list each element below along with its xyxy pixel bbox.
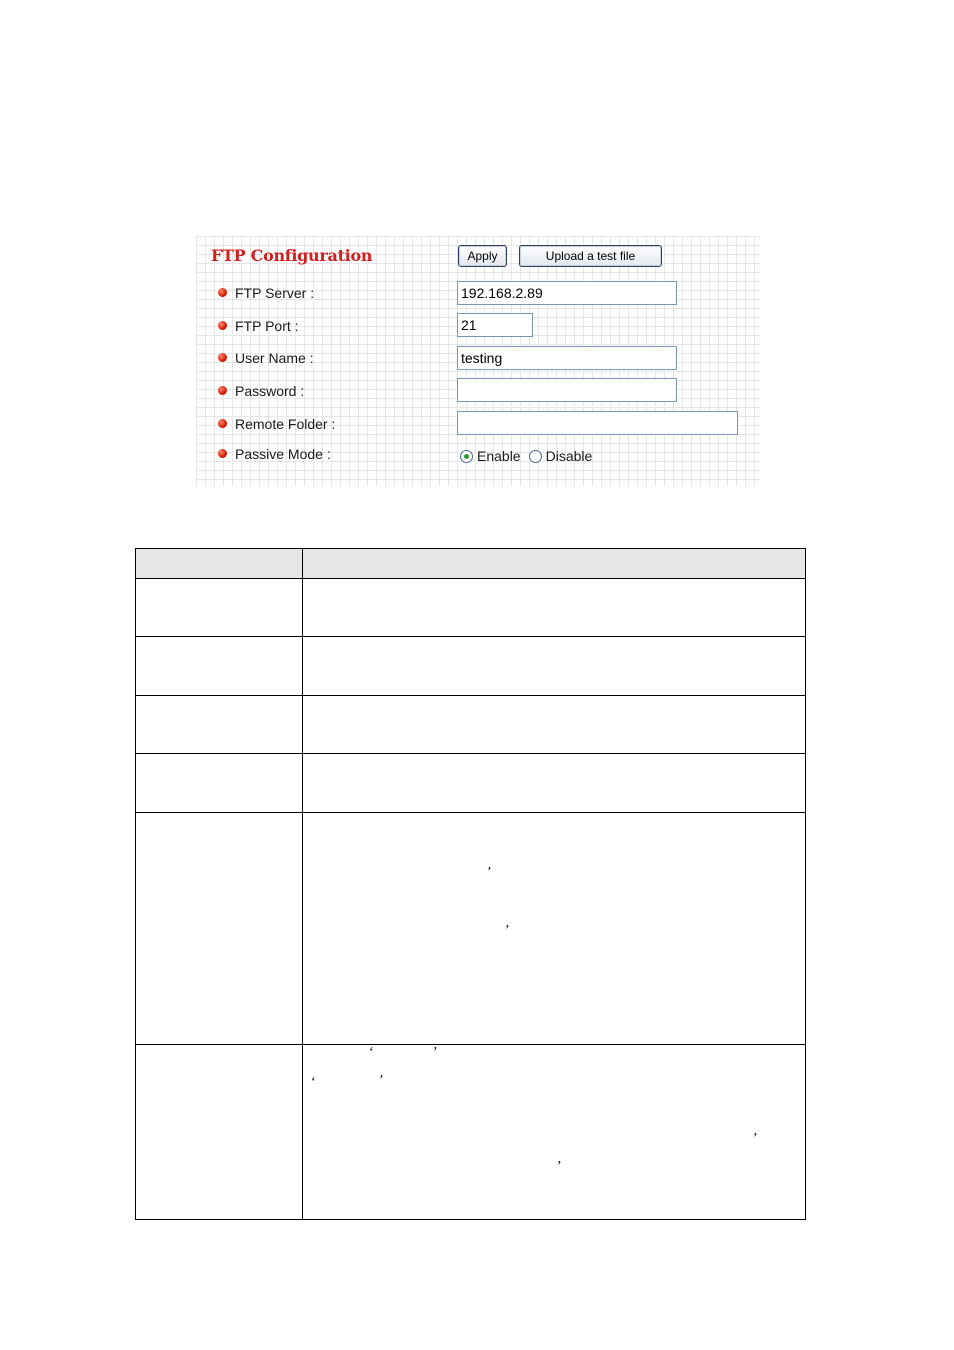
table-row bbox=[136, 813, 806, 1045]
table-row bbox=[136, 696, 806, 754]
table-header-cell bbox=[303, 549, 806, 579]
table-row bbox=[136, 754, 806, 813]
table-cell bbox=[303, 1045, 806, 1220]
passive-mode-label: Passive Mode : bbox=[235, 446, 331, 462]
table-row bbox=[136, 637, 806, 696]
passive-disable-label[interactable]: Disable bbox=[545, 448, 593, 464]
table-cell bbox=[136, 637, 303, 696]
punctuation-mark: ’ bbox=[487, 865, 492, 880]
ftp-port-input[interactable] bbox=[457, 313, 533, 337]
upload-test-file-button[interactable]: Upload a test file bbox=[519, 245, 662, 267]
bullet-icon bbox=[218, 419, 227, 428]
description-table bbox=[135, 548, 806, 1220]
passive-disable-radio[interactable] bbox=[529, 450, 542, 463]
remote-folder-label: Remote Folder : bbox=[235, 416, 336, 432]
table-cell bbox=[136, 754, 303, 813]
table-cell bbox=[303, 754, 806, 813]
table-cell bbox=[136, 579, 303, 637]
ftp-server-row bbox=[218, 283, 314, 303]
table-cell bbox=[303, 637, 806, 696]
ftp-port-label: FTP Port : bbox=[235, 318, 299, 334]
punctuation-mark: ‘ bbox=[311, 1075, 316, 1090]
punctuation-mark: ’ bbox=[433, 1045, 438, 1060]
table-header-cell bbox=[136, 549, 303, 579]
panel-title: FTP Configuration bbox=[211, 246, 373, 265]
user-name-input[interactable] bbox=[457, 346, 677, 370]
table-header-row bbox=[136, 549, 806, 579]
password-row bbox=[218, 381, 304, 401]
ftp-configuration-panel bbox=[196, 236, 760, 486]
passive-enable-label[interactable]: Enable bbox=[477, 448, 521, 464]
passive-enable-radio[interactable] bbox=[460, 450, 473, 463]
user-name-label: User Name : bbox=[235, 350, 314, 366]
bullet-icon bbox=[218, 386, 227, 395]
ftp-server-label: FTP Server : bbox=[235, 285, 315, 301]
remote-folder-row bbox=[218, 414, 335, 434]
passive-mode-row bbox=[218, 444, 331, 464]
punctuation-mark: ’ bbox=[753, 1131, 758, 1146]
password-input[interactable] bbox=[457, 378, 677, 402]
table-cell bbox=[136, 1045, 303, 1220]
passive-mode-radio-group bbox=[460, 446, 600, 466]
password-label: Password : bbox=[235, 383, 305, 399]
punctuation-mark: ‘ bbox=[369, 1045, 374, 1060]
punctuation-mark: ’ bbox=[379, 1073, 384, 1088]
table-cell bbox=[303, 696, 806, 754]
bullet-icon bbox=[218, 353, 227, 362]
apply-button[interactable]: Apply bbox=[458, 245, 507, 267]
bullet-icon bbox=[218, 321, 227, 330]
table-row bbox=[136, 579, 806, 637]
table-cell bbox=[136, 813, 303, 1045]
table-cell bbox=[303, 579, 806, 637]
bullet-icon bbox=[218, 449, 227, 458]
punctuation-mark: ’ bbox=[557, 1159, 562, 1174]
bullet-icon bbox=[218, 288, 227, 297]
user-name-row bbox=[218, 348, 314, 368]
ftp-server-input[interactable] bbox=[457, 281, 677, 305]
table-cell bbox=[136, 696, 303, 754]
punctuation-mark: ’ bbox=[505, 923, 510, 938]
remote-folder-input[interactable] bbox=[457, 411, 738, 435]
table-row bbox=[136, 1045, 806, 1220]
table-cell bbox=[303, 813, 806, 1045]
ftp-port-row bbox=[218, 316, 299, 336]
